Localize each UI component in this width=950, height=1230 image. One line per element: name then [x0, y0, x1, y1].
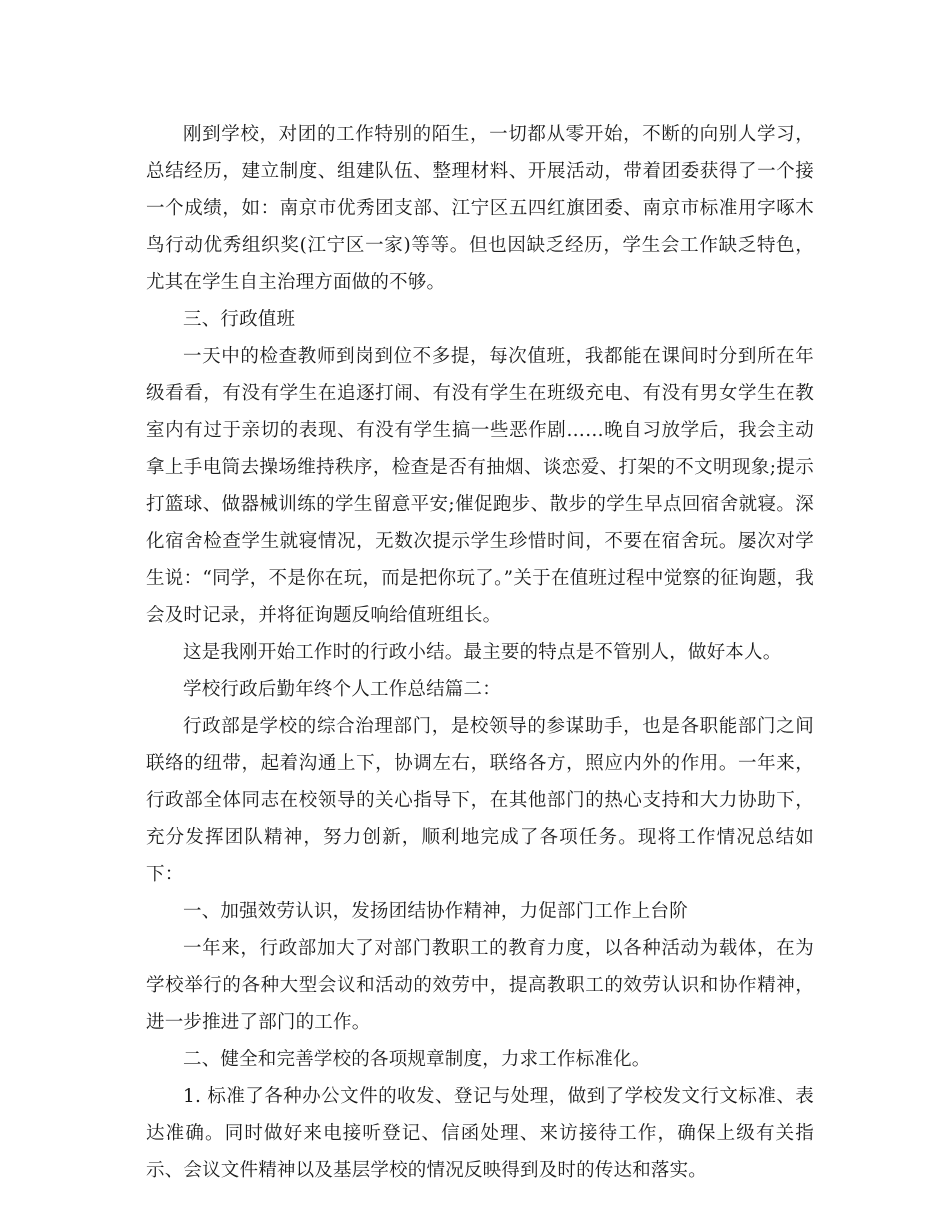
- paragraph-3: 这是我刚开始工作时的行政小结。最主要的特点是不管别人，做好本人。: [183, 642, 782, 663]
- section-heading-3: 三、行政值班: [183, 309, 296, 330]
- section-heading-1: 一、加强效劳认识，发扬团结协作精神，力促部门工作上台阶: [183, 901, 688, 922]
- paragraph-2: 一天中的检查教师到岗到位不多提，每次值班，我都能在课间时分到所在年级看看，有没有学生在追逐打闹、有没有学生在班级充电、有没有男女学生在教室内有过于亲切的表现、有没有学生搞一些恶作剧……晚自习放学后，我会主动拿上手电筒去操场维持秩序，检查是否有抽烟、谈恋爱、打架的不文明现象;提示打篮球、做器械训练的学生留意平安;催促跑步、散步的学生早点回宿舍就寝。深化宿舍检查学生就寝情况，无数次提示学生珍惜时间，不要在宿舍玩。屡次对学生说：“同学，不是你在玩，而是把你玩了。”关于在值班过程中觉察的征询题，我会及时记录，并将征询题反响给值班组长。: [146, 346, 814, 626]
- article-title-part-2: 学校行政后勤年终个人工作总结篇二：: [183, 679, 501, 700]
- document-body: [146, 116, 814, 1189]
- paragraph-5: 一年来，行政部加大了对部门教职工的教育力度，以各种活动为载体，在为学校举行的各种大型会议和活动的效劳中，提高教职工的效劳认识和协作精神，进一步推进了部门的工作。: [146, 938, 814, 1033]
- paragraph-1: 刚到学校，对团的工作特别的陌生，一切都从零开始，不断的向别人学习，总结经历，建立制度、组建队伍、整理材料、开展活动，带着团委获得了一个接一个成绩，如：南京市优秀团支部、江宁区五四红旗团委、南京市标准用字啄木鸟行动优秀组织奖(江宁区一家)等等。但也因缺乏经历，学生会工作缺乏特色，尤其在学生自主治理方面做的不够。: [146, 124, 814, 293]
- section-heading-2: 二、健全和完善学校的各项规章制度，力求工作标准化。: [183, 1049, 651, 1070]
- list-item-1: 1. 标准了各种办公文件的收发、登记与处理，做到了学校发文行文标准、表达准确。同时做好来电接听登记、信函处理、来访接待工作，确保上级有关指示、会议文件精神以及基层学校的情况反映得到及时的传达和落实。: [146, 1086, 814, 1181]
- paragraph-4: 行政部是学校的综合治理部门，是校领导的参谋助手，也是各职能部门之间联络的纽带，起着沟通上下，协调左右，联络各方，照应内外的作用。一年来，行政部全体同志在校领导的关心指导下，在其他部门的热心支持和大力协助下，充分发挥团队精神，努力创新，顺利地完成了各项任务。现将工作情况总结如下：: [146, 716, 814, 885]
